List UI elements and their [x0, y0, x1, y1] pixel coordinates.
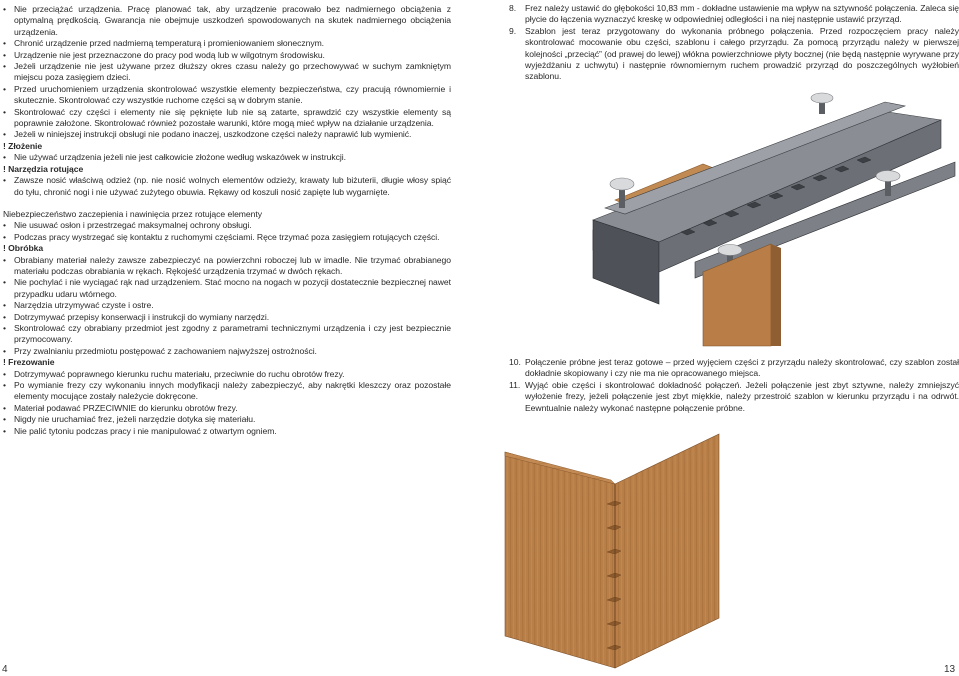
- list-item: • Urządzenie nie jest przeznaczone do pracy pod wodą lub w wilgotnym środowisku.: [3, 50, 451, 61]
- milling-list: [3, 369, 451, 437]
- hazard-list: [3, 220, 451, 243]
- list-item: • Materiał podawać PRZECIWNIE do kierunku obrotów frezy.: [3, 403, 451, 414]
- dovetail-joint-illustration: [503, 432, 721, 670]
- list-item: • Narzędzia utrzymywać czyste i ostre.: [3, 300, 451, 311]
- step-text: Połączenie próbne jest teraz gotowe – przed wyjęciem części z przyrządu należy skontrolować, czy szablon został dokładnie skopiowany i czy nie ma nie opracowanego miejsca.: [525, 357, 959, 379]
- step-item: [509, 26, 959, 83]
- rotating-tools-list: [3, 175, 451, 198]
- list-item: • Chronić urządzenie przed nadmierną temperaturą i promieniowaniem słonecznym.: [3, 38, 451, 49]
- heading-milling: ! Frezowanie: [3, 357, 55, 368]
- safety-list-1: [3, 4, 451, 141]
- list-item: • Nie pochylać i nie wyciągać rąk nad urządzeniem. Stać mocno na nogach w pozycji dostatecznie bezpiecznej nawet przypadku udaru wtórnego.: [3, 277, 451, 300]
- list-item: • Nie palić tytoniu podczas pracy i nie manipulować z otwartym ogniem.: [3, 426, 451, 437]
- page-number-left: 4: [2, 664, 8, 675]
- list-item: • Przy zwalnianiu przedmiotu postępować z zachowaniem najwyższej ostrożności.: [3, 346, 451, 357]
- step-item: [509, 3, 959, 26]
- list-item: • Zawsze nosić właściwą odzież (np. nie nosić wolnych elementów odzieży, krawaty lub biżuterii, długie włosy spiąć do tyłu, chronić nogi i nie używać zużytego obuwia. Rękawy od koszuli nosić zapięte lub wygarnięte.: [3, 175, 451, 198]
- list-item: • Nie usuwać osłon i przestrzegać maksymalnej ochrony obsługi.: [3, 220, 451, 231]
- list-item: • Dotrzymywać poprawnego kierunku ruchu materiału, przeciwnie do ruchu obrotów frezy.: [3, 369, 451, 380]
- clamp-knob-icon: [811, 93, 833, 114]
- dovetail-jig-illustration: [585, 92, 959, 350]
- list-item: • Jeżeli urządzenie nie jest używane przez dłuższy okres czasu należy go przechowywać w suchym zamkniętym miejscu poza zasięgiem dzieci.: [3, 61, 451, 84]
- list-item: • Nigdy nie uruchamiać frez, jeżeli narzędzie dotyka się materiału.: [3, 414, 451, 425]
- left-column: [3, 4, 451, 437]
- list-item: • Skontrolować czy części i elementy nie się pęknięte lub nie są zatarte, sprawdzić czy wszystkie elementy są poprawnie założone. Skontrolować również pozostałe warunki, które mogą mieć wpływ na działanie urządzenia.: [3, 107, 451, 130]
- list-item: • Po wymianie frezy czy wykonaniu innych modyfikacji należy zabezpieczyć, aby nakrętki kleszczy oraz pozostałe elementy mocujące zostały należycie dokręcone.: [3, 380, 451, 403]
- list-item: • Skontrolować czy obrabiany przedmiot jest zgodny z parametrami technicznymi urządzenia i czy jest bezpiecznie przymocowany.: [3, 323, 451, 346]
- heading-machining: ! Obróbka: [3, 243, 44, 254]
- assembly-list: [3, 152, 451, 163]
- list-item: • Przed uruchomieniem urządzenia skontrolować wszystkie elementy bezpieczeństwa, czy pracują równomiernie i skutecznie. Skontrolować czy wszystkie ruchome części są w dobrym stanie.: [3, 84, 451, 107]
- step-text: Wyjąć obie części i skontrolować dokładność połączeń. Jeżeli połączenie jest zbyt sztywne, należy zmniejszyć wyłożenie frezy, jeżeli połączenie jest zbyt miękkie, należy przestroić szablon w kierunku przyrządu i na odrwót. Eewntualnie należy wykonać następne połączenie próbne.: [525, 379, 959, 413]
- list-item: • Dotrzymywać przepisy konserwacji i instrukcji do wymiany narzędzi.: [3, 312, 451, 323]
- steps-list-bottom: [509, 357, 959, 414]
- step-number: 8.: [509, 3, 517, 13]
- right-column-top: [509, 3, 959, 83]
- heading-rotating-tools: ! Narzędzia rotujące: [3, 163, 84, 174]
- page-number-right: 13: [944, 664, 956, 675]
- right-column-bottom: [509, 357, 959, 414]
- list-item: • Obrabiany materiał należy zawsze zabezpieczyć na powierzchni roboczej lub w imadle. Nie trzymać obrabianego materiału podczas obrabiania w rękach. Rękojeść urządzenia trzymać w dwóch rękach.: [3, 255, 451, 278]
- step-item: [509, 380, 959, 414]
- step-text: Frez należy ustawić do głębokości 10,83 mm - dokładne ustawienie ma wpływ na sztywność połączenia. Zaleca się płycie do łączenia wyznaczyć kreskę w odpowiedniej odległości i na niej następnie ustawić przyrząd.: [525, 3, 959, 25]
- step-number: 11.: [509, 379, 521, 390]
- list-item: • Jeżeli w niniejszej instrukcji obsługi nie podano inaczej, uszkodzone części należy naprawić lub wymienić.: [3, 129, 451, 140]
- list-item: • Nie używać urządzenia jeżeli nie jest całkowicie złożone według wskazówek w instrukcji.: [3, 152, 451, 163]
- list-item: • Podczas pracy wystrzegać się kontaktu z ruchomymi częściami. Ręce trzymać poza zasięgiem rotujących części.: [3, 232, 451, 243]
- heading-assembly: ! Złożenie: [3, 140, 43, 151]
- list-item: • Nie przeciążać urządzenia. Pracę planować tak, aby urządzenie pracowało bez nadmiernego obciążenia z optymalną prędkością. Gwarancja nie obejmuje uszkodzeń spowodowanych na skutek nadmiernego obciążenia urządzenia.: [3, 4, 451, 38]
- steps-list-top: [509, 3, 959, 83]
- joint-right-board: [615, 434, 719, 668]
- hazard-paragraph: Niebezpieczeństwo zaczepienia i nawinięcia przez rotujące elementy: [3, 208, 262, 219]
- machining-list: [3, 255, 451, 358]
- step-number: 10.: [509, 357, 521, 367]
- step-text: Szablon jest teraz przygotowany do wykonania próbnego połączenia. Przed rozpoczęciem pracy należy skontrolować mocowanie obu części, szablonu i całego przyrządu. Za pomocą przyrządu należy w pierwszej kolejności „przeciąć” (od prawej do lewej) włókna powierzchniowe płyty bocznej (nie będą następnie wyrywane przy wyjeżdżaniu z uchwytu) i następnie równomiernym ruchem prowadzić przyrząd do poszczególnych wyżłobień szablonu.: [525, 25, 959, 82]
- joint-left-board: [505, 452, 615, 668]
- wood-board-edge: [771, 244, 781, 346]
- step-number: 9.: [509, 25, 517, 36]
- step-item: [509, 357, 959, 380]
